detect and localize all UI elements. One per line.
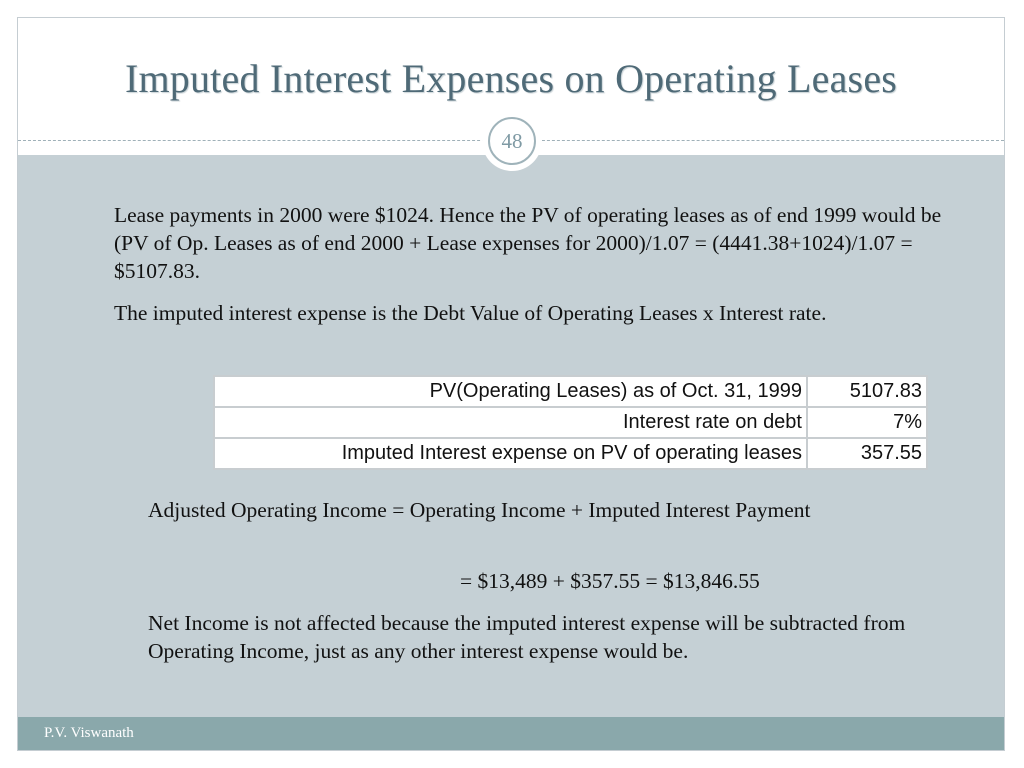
table-cell-label: Interest rate on debt: [214, 407, 807, 438]
table-cell-value: 5107.83: [807, 376, 927, 407]
table-cell-label: PV(Operating Leases) as of Oct. 31, 1999: [214, 376, 807, 407]
paragraph-imputed-interest: The imputed interest expense is the Debt Value of Operating Leases x Interest rate.: [114, 301, 827, 325]
slide-title: Imputed Interest Expenses on Operating Leases: [124, 56, 898, 101]
lease-table: [213, 375, 928, 470]
paragraph-lease-payments: Lease payments in 2000 were $1024. Hence the PV of operating leases as of end 1999 would be (PV of Op. Leases as of end 2000 + Lease expenses for 2000)/1.07 = (4441.38+1024)/1.07 = $5107.83.: [114, 203, 942, 283]
table-cell-value: 357.55: [807, 438, 927, 469]
table-row: [214, 438, 927, 469]
paragraph-adjusted-income-calc: = $13,489 + $357.55 = $13,846.55: [460, 569, 760, 593]
page-number: 48: [488, 117, 536, 165]
table-cell-label: Imputed Interest expense on PV of operating leases: [214, 438, 807, 469]
footer-bar: [18, 717, 1004, 750]
table-row: [214, 376, 927, 407]
paragraph-net-income: Net Income is not affected because the imputed interest expense will be subtracted from Operating Income, just as any other interest expense would be.: [148, 611, 906, 663]
table-row: [214, 407, 927, 438]
footer-author: P.V. Viswanath: [44, 725, 134, 741]
paragraph-adjusted-income: Adjusted Operating Income = Operating Income + Imputed Interest Payment: [148, 498, 811, 522]
table-cell-value: 7%: [807, 407, 927, 438]
